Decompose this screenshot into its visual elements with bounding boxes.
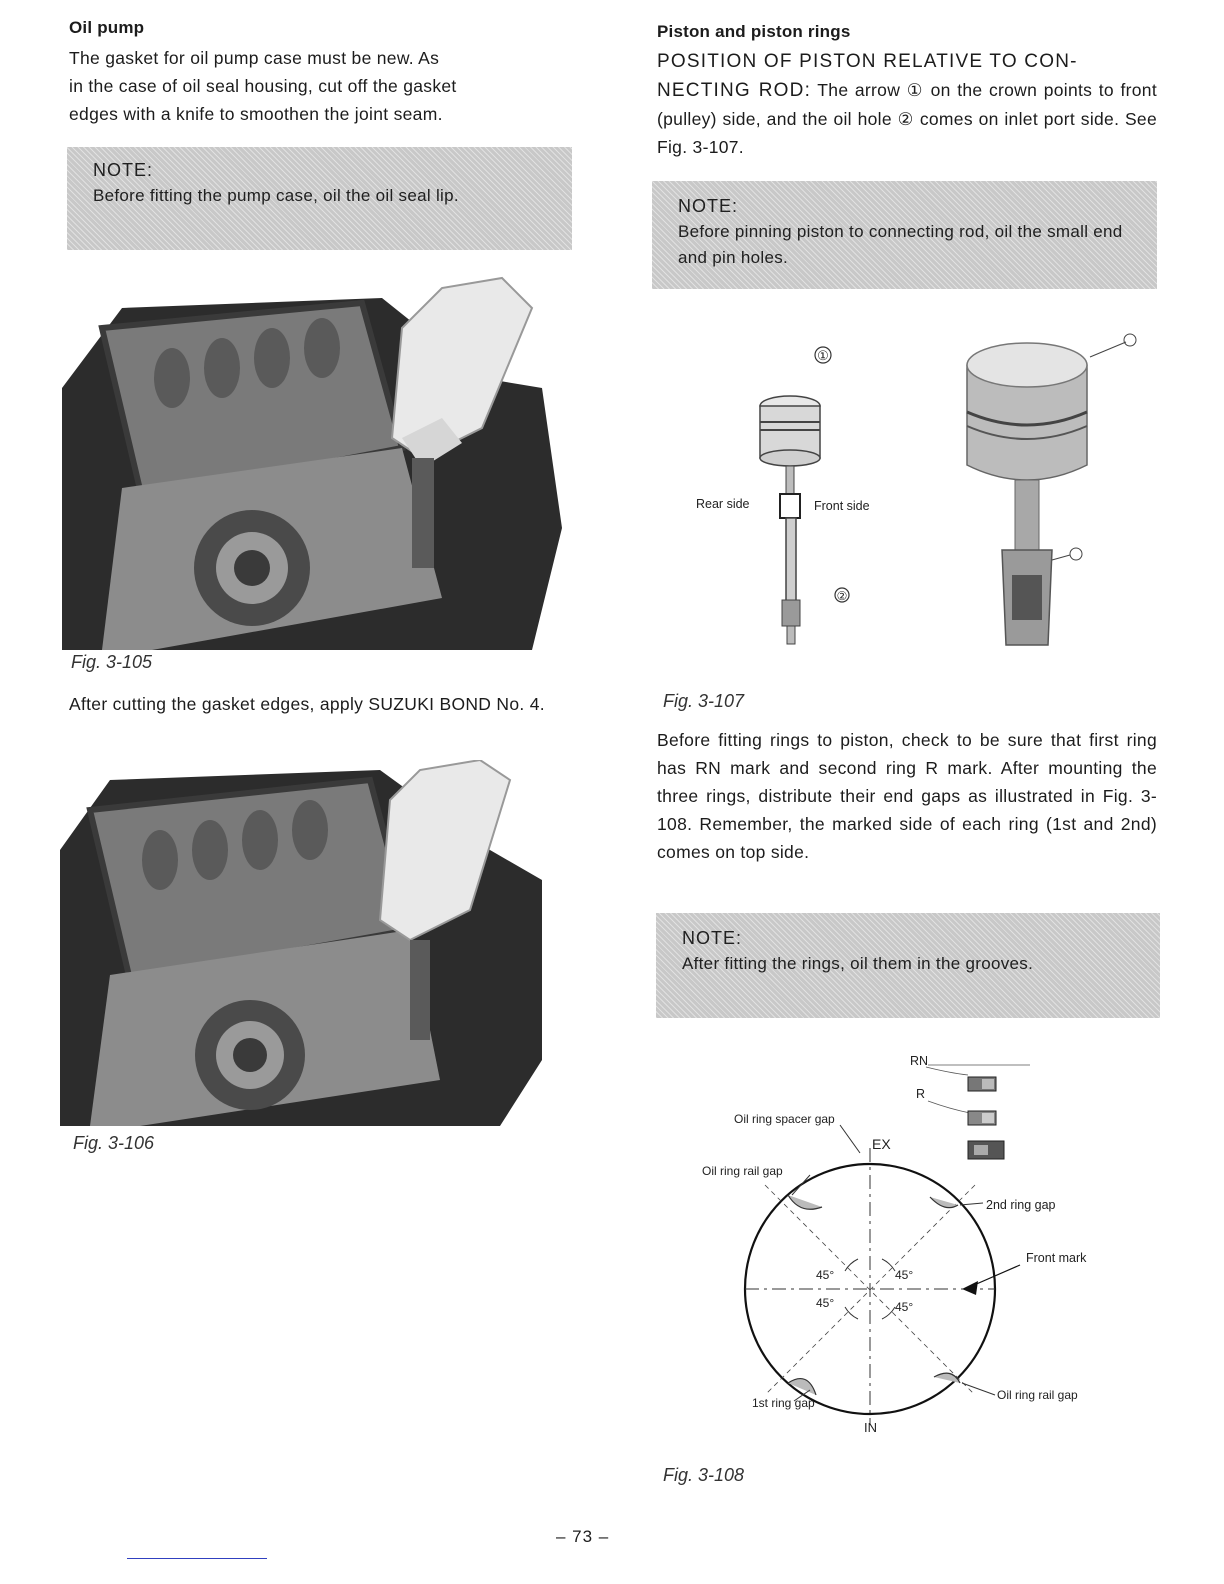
photo-oil-pump-case — [62, 268, 562, 650]
oil-pump-heading: Oil pump — [69, 18, 145, 37]
note-text: After fitting the rings, oil them in the grooves. — [682, 954, 1034, 973]
note-text: Before pinning piston to connecting rod, oil the small end and pin holes. — [678, 222, 1123, 267]
piston-position-text: The arrow ① on the crown points to front (pulley) side, and the oil hole ② comes on inlet port side. See Fig. 3-107. — [657, 80, 1157, 157]
oil-ring-rail-gap-top-label: Oil ring rail gap — [702, 1164, 783, 1178]
photo-suzuki-bond — [60, 760, 542, 1126]
in-label: IN — [864, 1420, 877, 1435]
oil-ring-spacer-gap-label: Oil ring spacer gap — [734, 1112, 835, 1126]
rn-label: RN — [910, 1054, 929, 1068]
figure-3-107-piston-rod — [690, 330, 1160, 670]
note-box-pinning-piston — [652, 181, 1157, 289]
figure-caption-3-105: Fig. 3-105 — [71, 652, 153, 672]
first-ring-gap-label: 1st ring gap — [752, 1396, 815, 1410]
note-label: NOTE: — [682, 928, 743, 948]
suzuki-bond-paragraph: After cutting the gasket edges, apply SUZUKI BOND No. 4. — [69, 694, 545, 714]
figure-caption-3-107: Fig. 3-107 — [663, 691, 745, 711]
note-label: NOTE: — [678, 196, 739, 216]
marker-2-label: ② — [836, 589, 848, 603]
paragraph-line: in the case of oil seal housing, cut off the gasket — [69, 76, 457, 96]
paragraph-line: The gasket for oil pump case must be new. As — [69, 48, 440, 68]
footer-link-line — [127, 1558, 267, 1559]
paragraph-line: edges with a knife to smoothen the joint seam. — [69, 104, 443, 124]
figure-3-108-ring-gaps — [690, 1045, 1160, 1445]
angle-label-top-right: 45° — [895, 1268, 914, 1282]
rear-side-label: Rear side — [696, 497, 750, 511]
ex-label: EX — [872, 1136, 891, 1152]
front-side-label: Front side — [814, 499, 870, 513]
oil-ring-rail-gap-bottom-label: Oil ring rail gap — [997, 1388, 1078, 1402]
oil-pump-paragraph — [69, 44, 572, 128]
ring-marks-paragraph: Before fitting rings to piston, check to be sure that first ring has RN mark and second ring R mark. After mounting the three rings, distribute their end gaps as illustrated in Fig. 3-108. Remember, the marked side of each ring (1st and 2nd) comes on top side. — [657, 730, 1157, 862]
piston-position-paragraph — [657, 76, 1157, 161]
note-box-oil-rings — [656, 913, 1160, 1018]
marker-1-label: ① — [817, 348, 829, 363]
page-number: – 73 – — [556, 1527, 610, 1546]
caps-line-1: POSITION OF PISTON RELATIVE TO CON- — [657, 51, 1078, 72]
r-label: R — [916, 1087, 926, 1101]
piston-rings-heading: Piston and piston rings — [657, 22, 851, 41]
angle-label-bottom-right: 45° — [895, 1300, 914, 1314]
figure-caption-3-106: Fig. 3-106 — [73, 1133, 155, 1153]
figure-caption-3-108: Fig. 3-108 — [663, 1465, 745, 1485]
note-label: NOTE: — [93, 160, 154, 180]
second-ring-gap-label: 2nd ring gap — [986, 1198, 1056, 1212]
note-text: Before fitting the pump case, oil the oil seal lip. — [93, 186, 459, 205]
caps-line-2: NECTING ROD: — [657, 80, 812, 101]
angle-label-bottom-left: 45° — [816, 1296, 835, 1310]
note-box-pump-case — [67, 147, 572, 250]
angle-label-top-left: 45° — [816, 1268, 835, 1282]
front-mark-label: Front mark — [1026, 1251, 1087, 1265]
